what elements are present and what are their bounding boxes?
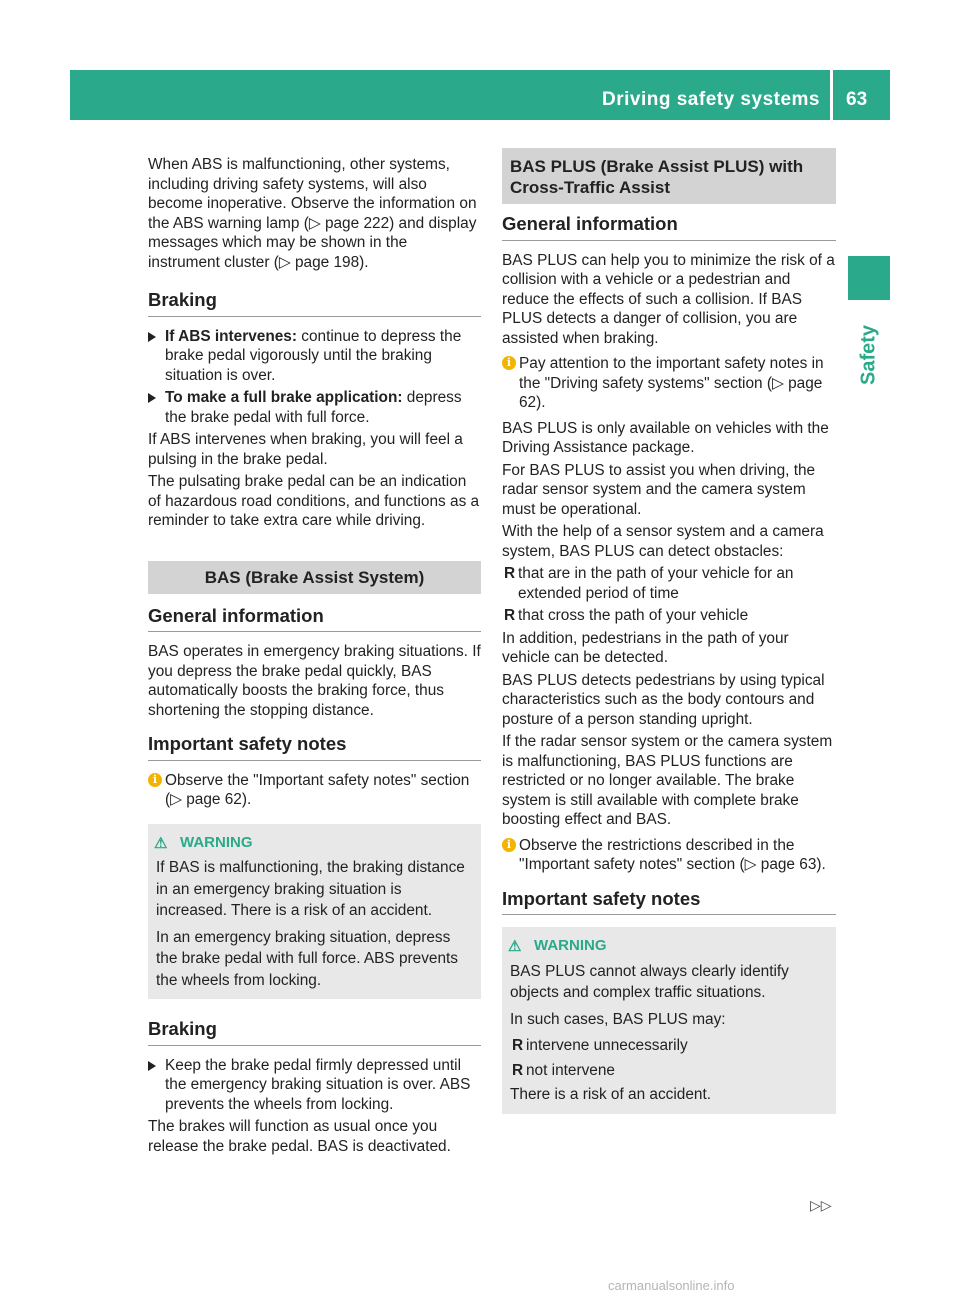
side-tab-label: Safety	[857, 324, 880, 386]
warning-heading: ⚠ WARNING	[510, 935, 828, 957]
header-bar	[70, 70, 890, 120]
paragraph: In addition, pedestrians in the path of your vehicle can be detected.	[502, 629, 789, 666]
warning-text: In an emergency braking situation, depress the brake pedal with full force. ABS prevents the wheels from locking.	[156, 928, 458, 989]
bullet-marker: R	[512, 1061, 524, 1079]
info-note: i Observe the restrictions described in the "Important safety notes" section (▷ page 63).	[502, 836, 836, 875]
header-separator	[830, 70, 833, 120]
paragraph: The brakes will function as usual once you release the brake pedal. BAS is deactivated.	[148, 1118, 451, 1155]
right-column	[502, 148, 836, 1114]
intro-paragraph: When ABS is malfunctioning, other systems, including driving safety systems, will also become inoperative. Observe the information on the ABS warning lamp (▷ page 222) and display messages which may be shown in the instrument cluster (▷ page 198).	[148, 156, 477, 271]
bas-plus-heading: BAS PLUS (Brake Assist PLUS) with Cross-Traffic Assist	[502, 148, 836, 204]
general-info-heading: General information	[502, 214, 836, 241]
list-item: R that are in the path of your vehicle for an extended period of time	[504, 565, 794, 602]
bullet-marker: R	[512, 1037, 524, 1054]
header-title: Driving safety systems	[602, 89, 820, 110]
continued-marker: ▷▷	[810, 1197, 832, 1213]
paragraph: For BAS PLUS to assist you when driving, the radar sensor system and the camera system must be operational.	[502, 461, 816, 518]
list-item: R intervene unnecessarily	[510, 1035, 828, 1057]
info-icon: i	[502, 356, 516, 370]
warning-text: If BAS is malfunctioning, the braking distance in an emergency braking situation is increased. There is a risk of an accident.	[156, 859, 465, 919]
side-tab-marker	[848, 256, 890, 300]
general-info-heading: General information	[148, 606, 481, 633]
arrow-icon	[148, 332, 156, 342]
step-abs-intervenes: If ABS intervenes: continue to depress the brake pedal vigorously until the braking situation is over.	[148, 327, 481, 386]
info-note: i Observe the "Important safety notes" section (▷ page 62).	[148, 771, 481, 810]
watermark: carmanualsonline.info	[608, 1278, 735, 1293]
warning-text: BAS PLUS cannot always clearly identify objects and complex traffic situations.	[510, 962, 789, 1001]
braking-heading: Braking	[148, 290, 481, 317]
warning-text: In such cases, BAS PLUS may:	[510, 1010, 726, 1028]
page-number: 63	[846, 89, 868, 110]
paragraph: With the help of a sensor system and a camera system, BAS PLUS can detect obstacles:	[502, 523, 824, 560]
list-item: R that cross the path of your vehicle	[504, 607, 749, 624]
step-keep-pedal: Keep the brake pedal firmly depressed until the emergency braking situation is over. ABS prevents the wheels from locking.	[148, 1056, 481, 1115]
paragraph: BAS operates in emergency braking situations. If you depress the brake pedal quickly, BAS automatically boosts the braking force, thus shortening the stopping distance.	[148, 643, 481, 719]
paragraph: The pulsating brake pedal can be an indication of hazardous road conditions, and functions as a reminder to take extra care while driving.	[148, 473, 480, 529]
info-icon: i	[148, 773, 162, 787]
arrow-icon	[148, 393, 156, 403]
bullet-marker: R	[504, 607, 516, 624]
paragraph: If ABS intervenes when braking, you will feel a pulsing in the brake pedal.	[148, 431, 463, 468]
warning-box	[502, 927, 836, 1114]
warning-box	[148, 824, 481, 1000]
safety-notes-heading: Important safety notes	[148, 734, 481, 761]
warning-triangle-icon: ⚠	[154, 834, 168, 852]
info-icon: i	[502, 838, 516, 852]
paragraph: BAS PLUS is only available on vehicles with the Driving Assistance package.	[502, 419, 829, 456]
arrow-icon	[148, 1061, 156, 1071]
braking-heading: Braking	[148, 1019, 481, 1046]
bullet-marker: R	[504, 565, 516, 582]
paragraph: BAS PLUS detects pedestrians by using typical characteristics such as the body contours and posture of a person standing upright.	[502, 671, 825, 728]
bas-heading: BAS (Brake Assist System)	[148, 561, 481, 594]
warning-triangle-icon: ⚠	[508, 938, 522, 955]
paragraph: BAS PLUS can help you to minimize the risk of a collision with a vehicle or a pedestrian and reduce the effects of such a collision. If BAS PLUS detects a danger of collision, you are assisted when braking.	[502, 251, 835, 347]
left-column	[148, 155, 481, 1159]
safety-notes-heading: Important safety notes	[502, 889, 836, 916]
list-item: R not intervene	[510, 1060, 828, 1082]
warning-text: There is a risk of an accident.	[510, 1086, 712, 1103]
step-full-brake: To make a full brake application: depress the brake pedal with full force.	[148, 388, 481, 427]
warning-heading: ⚠ WARNING	[156, 832, 473, 854]
info-note: i Pay attention to the important safety notes in the "Driving safety systems" section (▷ page 62).	[502, 354, 836, 413]
paragraph: If the radar sensor system or the camera system is malfunctioning, BAS PLUS functions are restricted or no longer available. The brake system is still available with complete brake boosting effect and BAS.	[502, 733, 833, 828]
